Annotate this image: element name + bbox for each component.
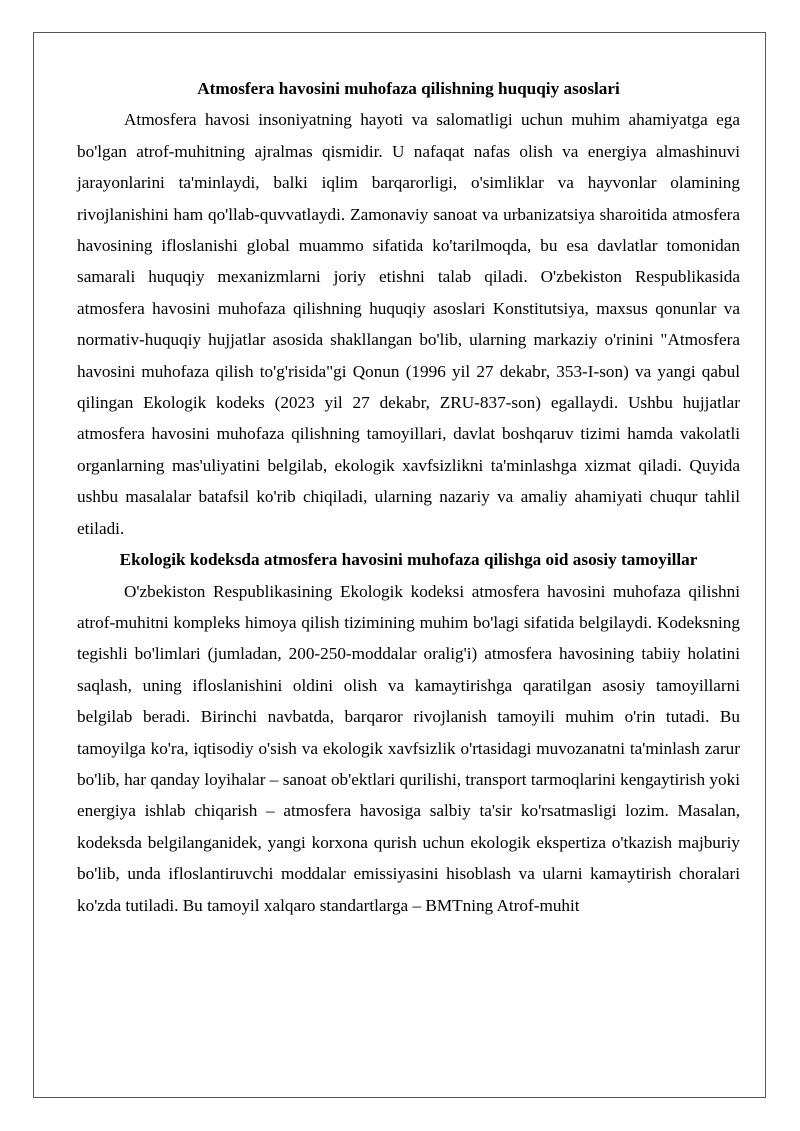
paragraph-principles: O'zbekiston Respublikasining Ekologik kodeksi atmosfera havosini muhofaza qilishni atrof-muhitni kompleks himoya qilish tizimining muhim bo'lagi sifatida belgilaydi. Kodeksning tegishli bo'limlari (jumladan, 200-250-moddalar oralig'i) atmosfera havosining tabiiy holatini saqlash, uning ifloslanishini oldini olish va kamaytirishga qaratilgan asosiy tamoyillarni belgilab beradi. Birinchi navbatda, barqaror rivojlanish tamoyili muhim o'rin tutadi. Bu tamoyilga ko'ra, iqtisodiy o'sish va ekologik xavfsizlik o'rtasidagi muvozanatni ta'minlash zarur bo'lib, har qanday loyihalar – sanoat ob'ektlari qurilishi, transport tarmoqlarini kengaytirish yoki energiya ishlab chiqarish – atmosfera havosiga salbiy ta'sir ko'rsatmasligi lozim. Masalan, kodeksda belgilanganidek, yangi korxona qurish uchun ekologik ekspertiza o'tkazish majburiy bo'lib, unda ifloslantiruvchi moddalar emissiyasini hisoblash va ularni kamaytirish choralari ko'zda tutiladi. Bu tamoyil xalqaro standartlarga – BMTning Atrof-muhit [77, 581, 740, 915]
paragraph-intro: Atmosfera havosi insoniyatning hayoti va salomatligi uchun muhim ahamiyatga ega bo'lgan atrof-muhitning ajralmas qismidir. U nafaqat nafas olish va energiya almashinuvi jarayonlarini ta'minlaydi, balki iqlim barqarorligi, o'simliklar va hayvonlar olamining rivojlanishini ham qo'llab-quvvatlaydi. Zamonaviy sanoat va urbanizatsiya sharoitida atmosfera havosining ifloslanishi global muammo sifatida ko'tarilmoqda, bu esa davlatlar tomonidan samarali huquqiy mexanizmlarni joriy etishni talab qiladi. O'zbekiston Respublikasida atmosfera havosini muhofaza qilishning huquqiy asoslari Konstitutsiya, maxsus qonunlar va normativ-huquqiy hujjatlar asosida shakllangan bo'lib, ularning markaziy o'rinini "Atmosfera havosini muhofaza qilish to'g'risida"gi Qonun (1996 yil 27 dekabr, 353-I-son) va yangi qabul qilingan Ekologik kodeks (2023 yil 27 dekabr, ZRU-837-son) egallaydi. Ushbu hujjatlar atmosfera havosini muhofaza qilishning tamoyillari, davlat boshqaruv tizimi hamda vakolatli organlarning mas'uliyatini belgilab, ekologik xavfsizlikni ta'minlashga xizmat qiladi. Quyida ushbu masalalar batafsil ko'rib chiqiladi, ularning nazariy va amaliy ahamiyati chuqur tahlil etiladi. [77, 110, 740, 538]
document-body [77, 73, 740, 921]
document-title: Atmosfera havosini muhofaza qilishning huquqiy asoslari [197, 79, 620, 98]
section-subheading: Ekologik kodeksda atmosfera havosini muhofaza qilishga oid asosiy tamoyillar [119, 550, 698, 570]
